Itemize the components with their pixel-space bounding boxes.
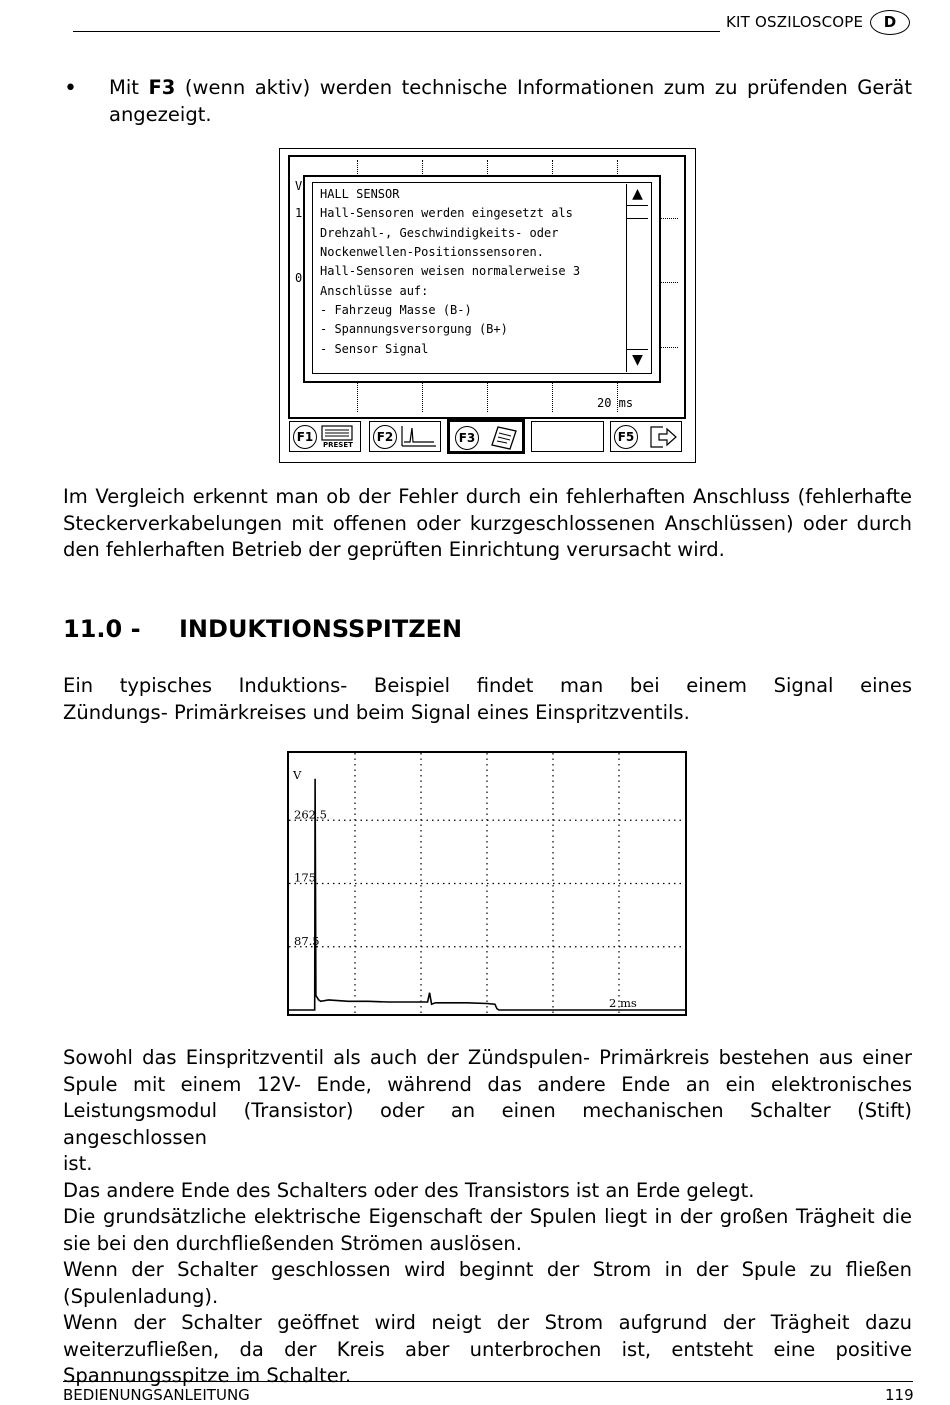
f1-key[interactable]: [289, 421, 361, 452]
bullet-text-pre: Mit: [109, 76, 139, 99]
dialog-line: Anschlüsse auf:: [320, 284, 429, 298]
f3-key[interactable]: [447, 419, 525, 454]
dialog-line: Nockenwellen-Positionssensoren.: [320, 245, 544, 259]
dialog-line: Hall-Sensoren werden eingesetzt als: [320, 206, 573, 220]
f5-key[interactable]: [610, 421, 682, 452]
paragraph-induction-intro: [63, 673, 912, 726]
header-rule: [73, 31, 720, 32]
text-line: ist.: [63, 1152, 93, 1175]
f5-key-label: F5: [614, 425, 638, 449]
text-line: Steckerverkabelungen mit offenen oder kurzgeschlossenen Anschlüssen) oder durch: [63, 511, 912, 535]
f4-key-empty: [531, 421, 604, 452]
scroll-down-icon[interactable]: ▼: [627, 349, 648, 371]
text-line: Die grundsätzliche elektrische Eigenschaft der Spulen liegt in der großen Trägheit die: [63, 1205, 912, 1228]
text-line: Wenn der Schalter geöffnet wird neigt der Strom aufgrund der Trägheit dazu: [63, 1311, 912, 1334]
screen-axis-tick: 1: [295, 206, 303, 220]
text-line: den fehlerhaften Betrieb der geprüften Einrichtung verursacht wird.: [63, 538, 725, 561]
paragraph-explanation: [63, 1045, 912, 1390]
text-line: Im Vergleich erkennt man ob der Fehler durch ein fehlerhaften Anschluss (fehlerhafte: [63, 485, 912, 508]
scroll-thumb[interactable]: [627, 206, 648, 219]
text-line: Spannungsspitze im Schalter.: [63, 1364, 352, 1387]
induction-chart: [289, 753, 685, 1014]
dialog-line: - Sensor Signal: [320, 342, 429, 356]
exit-icon: [649, 425, 679, 449]
chart-time-label: 2 ms: [609, 996, 637, 1010]
bullet-text-post: (wenn aktiv) werden technische Informationen zum zu prüfenden Gerät: [184, 76, 913, 99]
section-number: 11.0 -: [63, 615, 141, 643]
page-number: 119: [885, 1386, 914, 1404]
section-title: INDUKTIONSSPITZEN: [179, 615, 463, 643]
text-line: Sowohl das Einspritzventil als auch der Zündspulen- Primärkreis bestehen aus einer: [63, 1046, 912, 1069]
waveform-icon: [400, 424, 438, 448]
screen-axis-tick: 0: [295, 271, 303, 285]
chart-y-tick-label: 262.5: [294, 807, 327, 822]
chart-y-tick-label: 87.5: [294, 933, 320, 948]
dialog-line: - Spannungsversorgung (B+): [320, 322, 508, 336]
header-title: KIT OSZILOSCOPE: [726, 13, 864, 31]
text-line: Leistungsmodul (Transistor) oder an einen mechanischen Schalter (Stift) angeschlossen: [63, 1099, 912, 1149]
f2-key-label: F2: [373, 425, 397, 449]
dialog-title: HALL SENSOR: [320, 187, 400, 201]
dialog-line: - Fahrzeug Masse (B-): [320, 303, 472, 317]
footer-title: BEDIENUNGSANLEITUNG: [63, 1386, 250, 1404]
screen-time-label: 20 ms: [597, 396, 634, 410]
dialog-line: Drehzahl-, Geschwindigkeits- oder: [320, 226, 559, 240]
bullet-key: F3: [148, 76, 176, 99]
bullet-text-line2: angezeigt.: [109, 103, 212, 126]
bullet-text: [109, 74, 912, 101]
text-line: Das andere Ende des Schalters oder des Transistors ist an Erde gelegt.: [63, 1178, 755, 1202]
dialog-line: Hall-Sensoren weisen normalerweise 3: [320, 264, 581, 278]
screen-grid-line: [658, 347, 678, 348]
f3-key-label: F3: [455, 426, 479, 450]
dialog-scrollbar[interactable]: [626, 184, 648, 372]
chart-series-line: [289, 779, 685, 1010]
footer-rule: [63, 1381, 913, 1382]
text-line: (Spulenladung).: [63, 1284, 219, 1308]
screen-axis-label: V: [295, 179, 303, 193]
f1-key-label: F1: [293, 425, 317, 449]
language-badge: D: [870, 10, 910, 35]
chart-y-axis-label: V: [293, 768, 302, 782]
text-line: sie bei den durchfließenden Strömen auslösen.: [63, 1231, 522, 1255]
preset-label: PRESET: [323, 441, 353, 449]
document-icon: [490, 425, 520, 451]
paragraph-comparison: [63, 484, 912, 564]
screen-grid-line: [658, 218, 678, 219]
f2-key[interactable]: [369, 421, 441, 452]
chart-y-tick-label: 175: [294, 870, 316, 885]
text-line: Spule mit einem 12V- Ende, während das andere Ende an ein elektronisches: [63, 1072, 912, 1096]
screen-grid-line: [658, 282, 678, 283]
text-line: weiterzufließen, da der Kreis aber unterbrochen ist, entsteht eine positive: [63, 1337, 912, 1361]
text-line: Zündungs- Primärkreises und beim Signal eines Einspritzventils.: [63, 700, 690, 724]
text-line: Ein typisches Induktions- Beispiel findet man bei einem Signal eines: [63, 674, 912, 697]
text-line: Wenn der Schalter geschlossen wird beginnt der Strom in der Spule zu fließen: [63, 1258, 912, 1281]
scroll-up-icon[interactable]: ▲: [627, 184, 648, 206]
bullet-icon: •: [64, 76, 77, 101]
